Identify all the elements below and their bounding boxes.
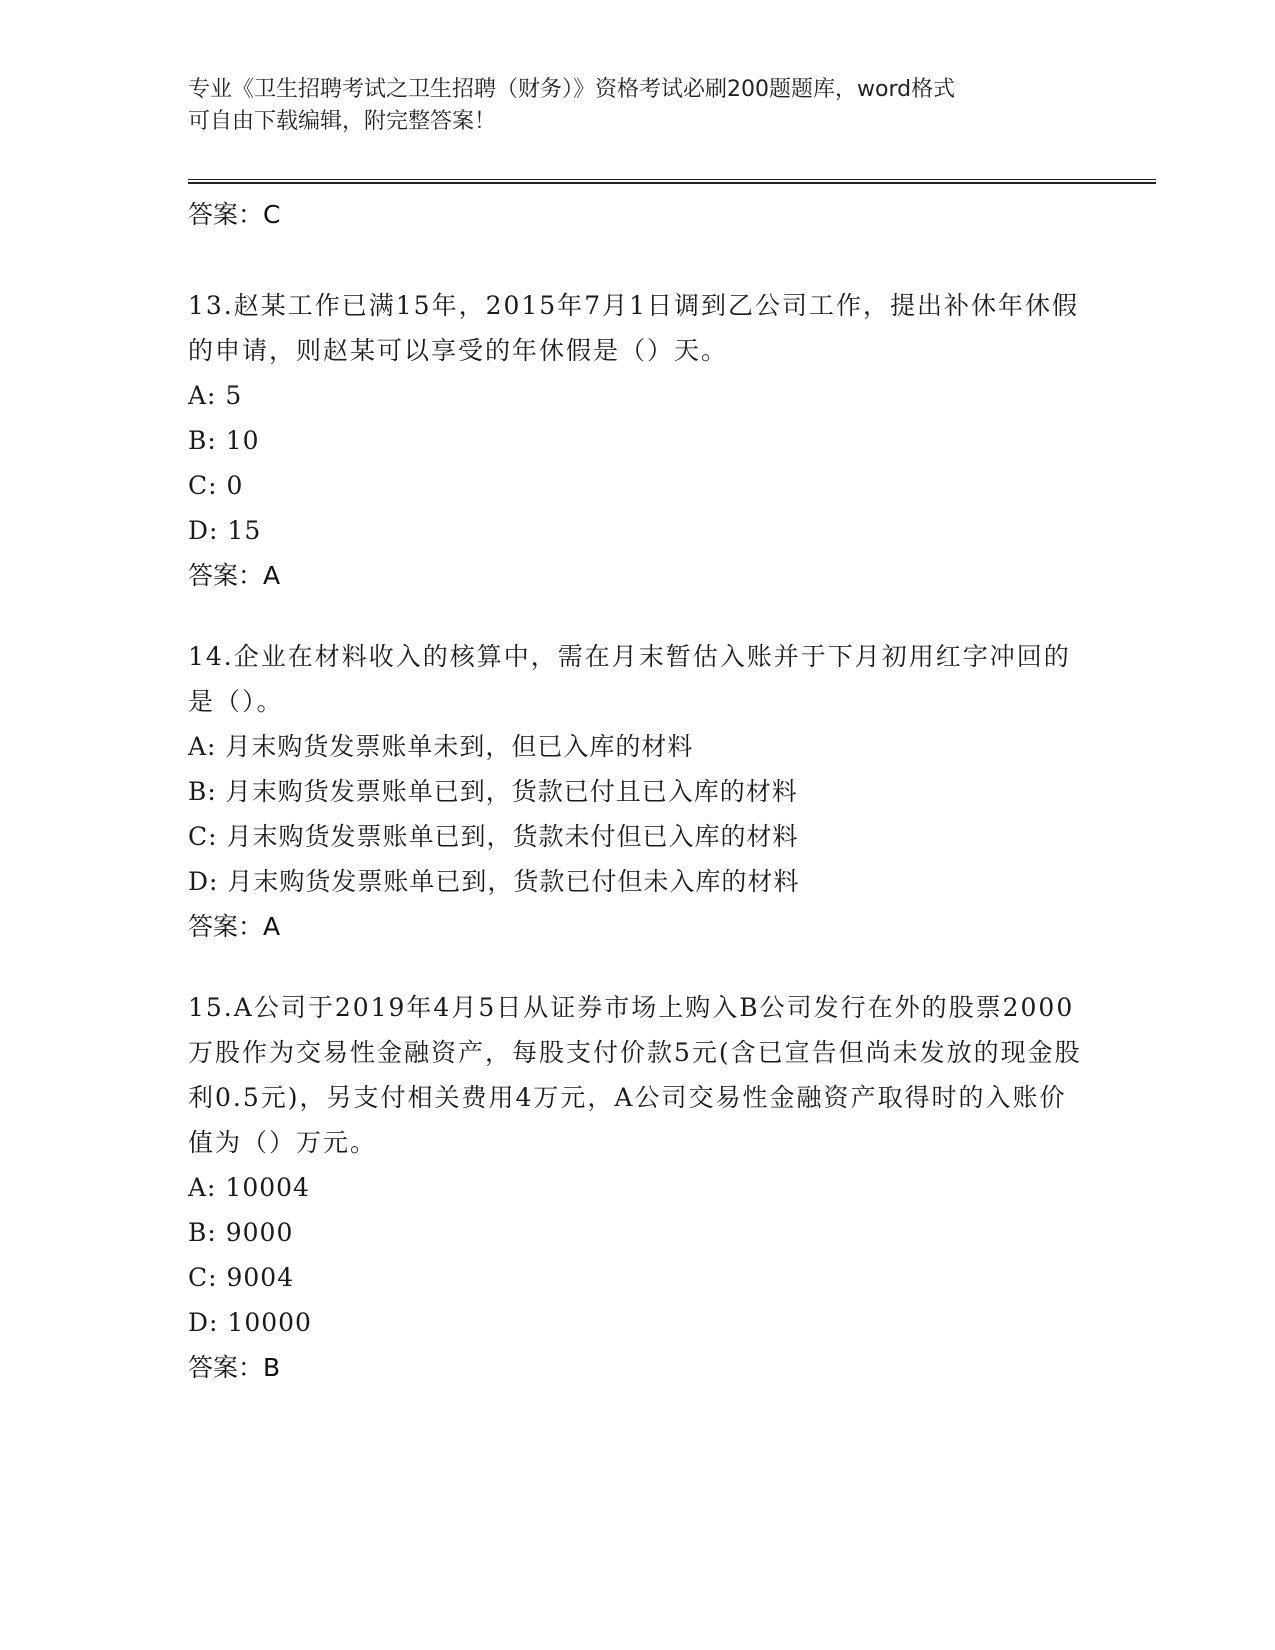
option-d: D: 10000 [188, 1308, 312, 1337]
option-a: A: 10004 [188, 1173, 310, 1202]
option-c: C: 月末购货发票账单已到，货款未付但已入库的材料 [188, 822, 799, 851]
option-b: B: 10 [188, 426, 260, 455]
previous-answer: 答案：C [188, 200, 281, 229]
question-stem: 13.赵某工作已满15年，2015年7月1日调到乙公司工作，提出补休年休假的申请，则赵某可以享受的年休假是（）天。 [188, 291, 1080, 365]
option-d: D: 月末购货发票账单已到，货款已付但未入库的材料 [188, 867, 800, 896]
question-13 [188, 283, 1088, 598]
option-a: A: 5 [188, 381, 243, 410]
question-stem: 14.企业在材料收入的核算中，需在月末暂估入账并于下月初用红字冲回的是（）。 [188, 642, 1071, 716]
question-list [188, 283, 1088, 1426]
option-b: B: 月末购货发票账单已到，货款已付且已入库的材料 [188, 777, 798, 806]
header-line-2: 可自由下载编辑，附完整答案！ [188, 109, 497, 134]
question-stem: 15.A公司于2019年4月5日从证券市场上购入B公司发行在外的股票2000万股作为交易性金融资产，每股支付价款5元(含已宣告但尚未发放的现金股利0.5元)，另支付相关费用4万元，A公司交易性金融资产取得时的入账价值为（）万元。 [188, 993, 1082, 1157]
header-rule-thick [188, 182, 1156, 184]
question-15 [188, 985, 1088, 1390]
answer: 答案：A [188, 561, 281, 590]
question-14 [188, 634, 1088, 949]
option-d: D: 15 [188, 516, 262, 545]
answer: 答案：A [188, 912, 281, 941]
option-c: C: 0 [188, 471, 244, 500]
answer: 答案：B [188, 1353, 281, 1382]
document-header [188, 74, 1068, 138]
header-line-1: 专业《卫生招聘考试之卫生招聘（财务）》资格考试必刷200题题库，word格式 [188, 77, 956, 102]
option-a: A: 月末购货发票账单未到，但已入库的材料 [188, 732, 694, 761]
header-rule-thin [188, 179, 1156, 180]
option-b: B: 9000 [188, 1218, 294, 1247]
option-c: C: 9004 [188, 1263, 295, 1292]
